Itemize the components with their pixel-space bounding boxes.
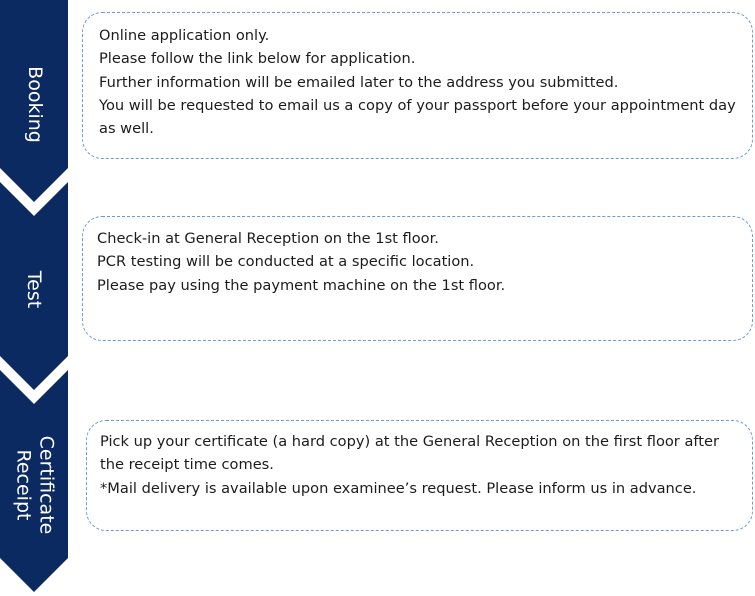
- info-line: *Mail delivery is available upon examinee’s request. Please inform us in advance.: [100, 479, 697, 497]
- booking-info-box: [82, 12, 753, 159]
- step-label-certificate-receipt-wrap: [0, 382, 68, 588]
- step-label-certificate-receipt: [11, 436, 57, 535]
- certificate-receipt-info-box: [86, 420, 753, 531]
- info-line: PCR testing will be conducted at a specific location.: [97, 253, 475, 271]
- step-label-booking: Booking: [23, 65, 46, 143]
- test-info-box: [82, 216, 753, 341]
- step-label-booking-wrap: [0, 10, 68, 198]
- info-line: Check-in at General Reception on the 1st floor.: [97, 230, 439, 247]
- step-label-line: Certificate: [35, 435, 58, 535]
- step-label-test: Test: [23, 270, 46, 308]
- info-line: You will be requested to email us a copy of your passport before your appointment day as well.: [99, 96, 736, 138]
- info-line: Online application only.: [99, 27, 270, 44]
- info-line: Please follow the link below for application.: [99, 50, 416, 68]
- info-line: Further information will be emailed later to the address you submitted.: [99, 73, 619, 91]
- step-label-test-wrap: [0, 196, 68, 382]
- step-label-line: Receipt: [12, 449, 35, 521]
- info-line: Pick up your certificate (a hard copy) at the General Reception on the first floor after the receipt time comes.: [100, 433, 719, 474]
- info-line: Please pay using the payment machine on the 1st floor.: [97, 276, 506, 294]
